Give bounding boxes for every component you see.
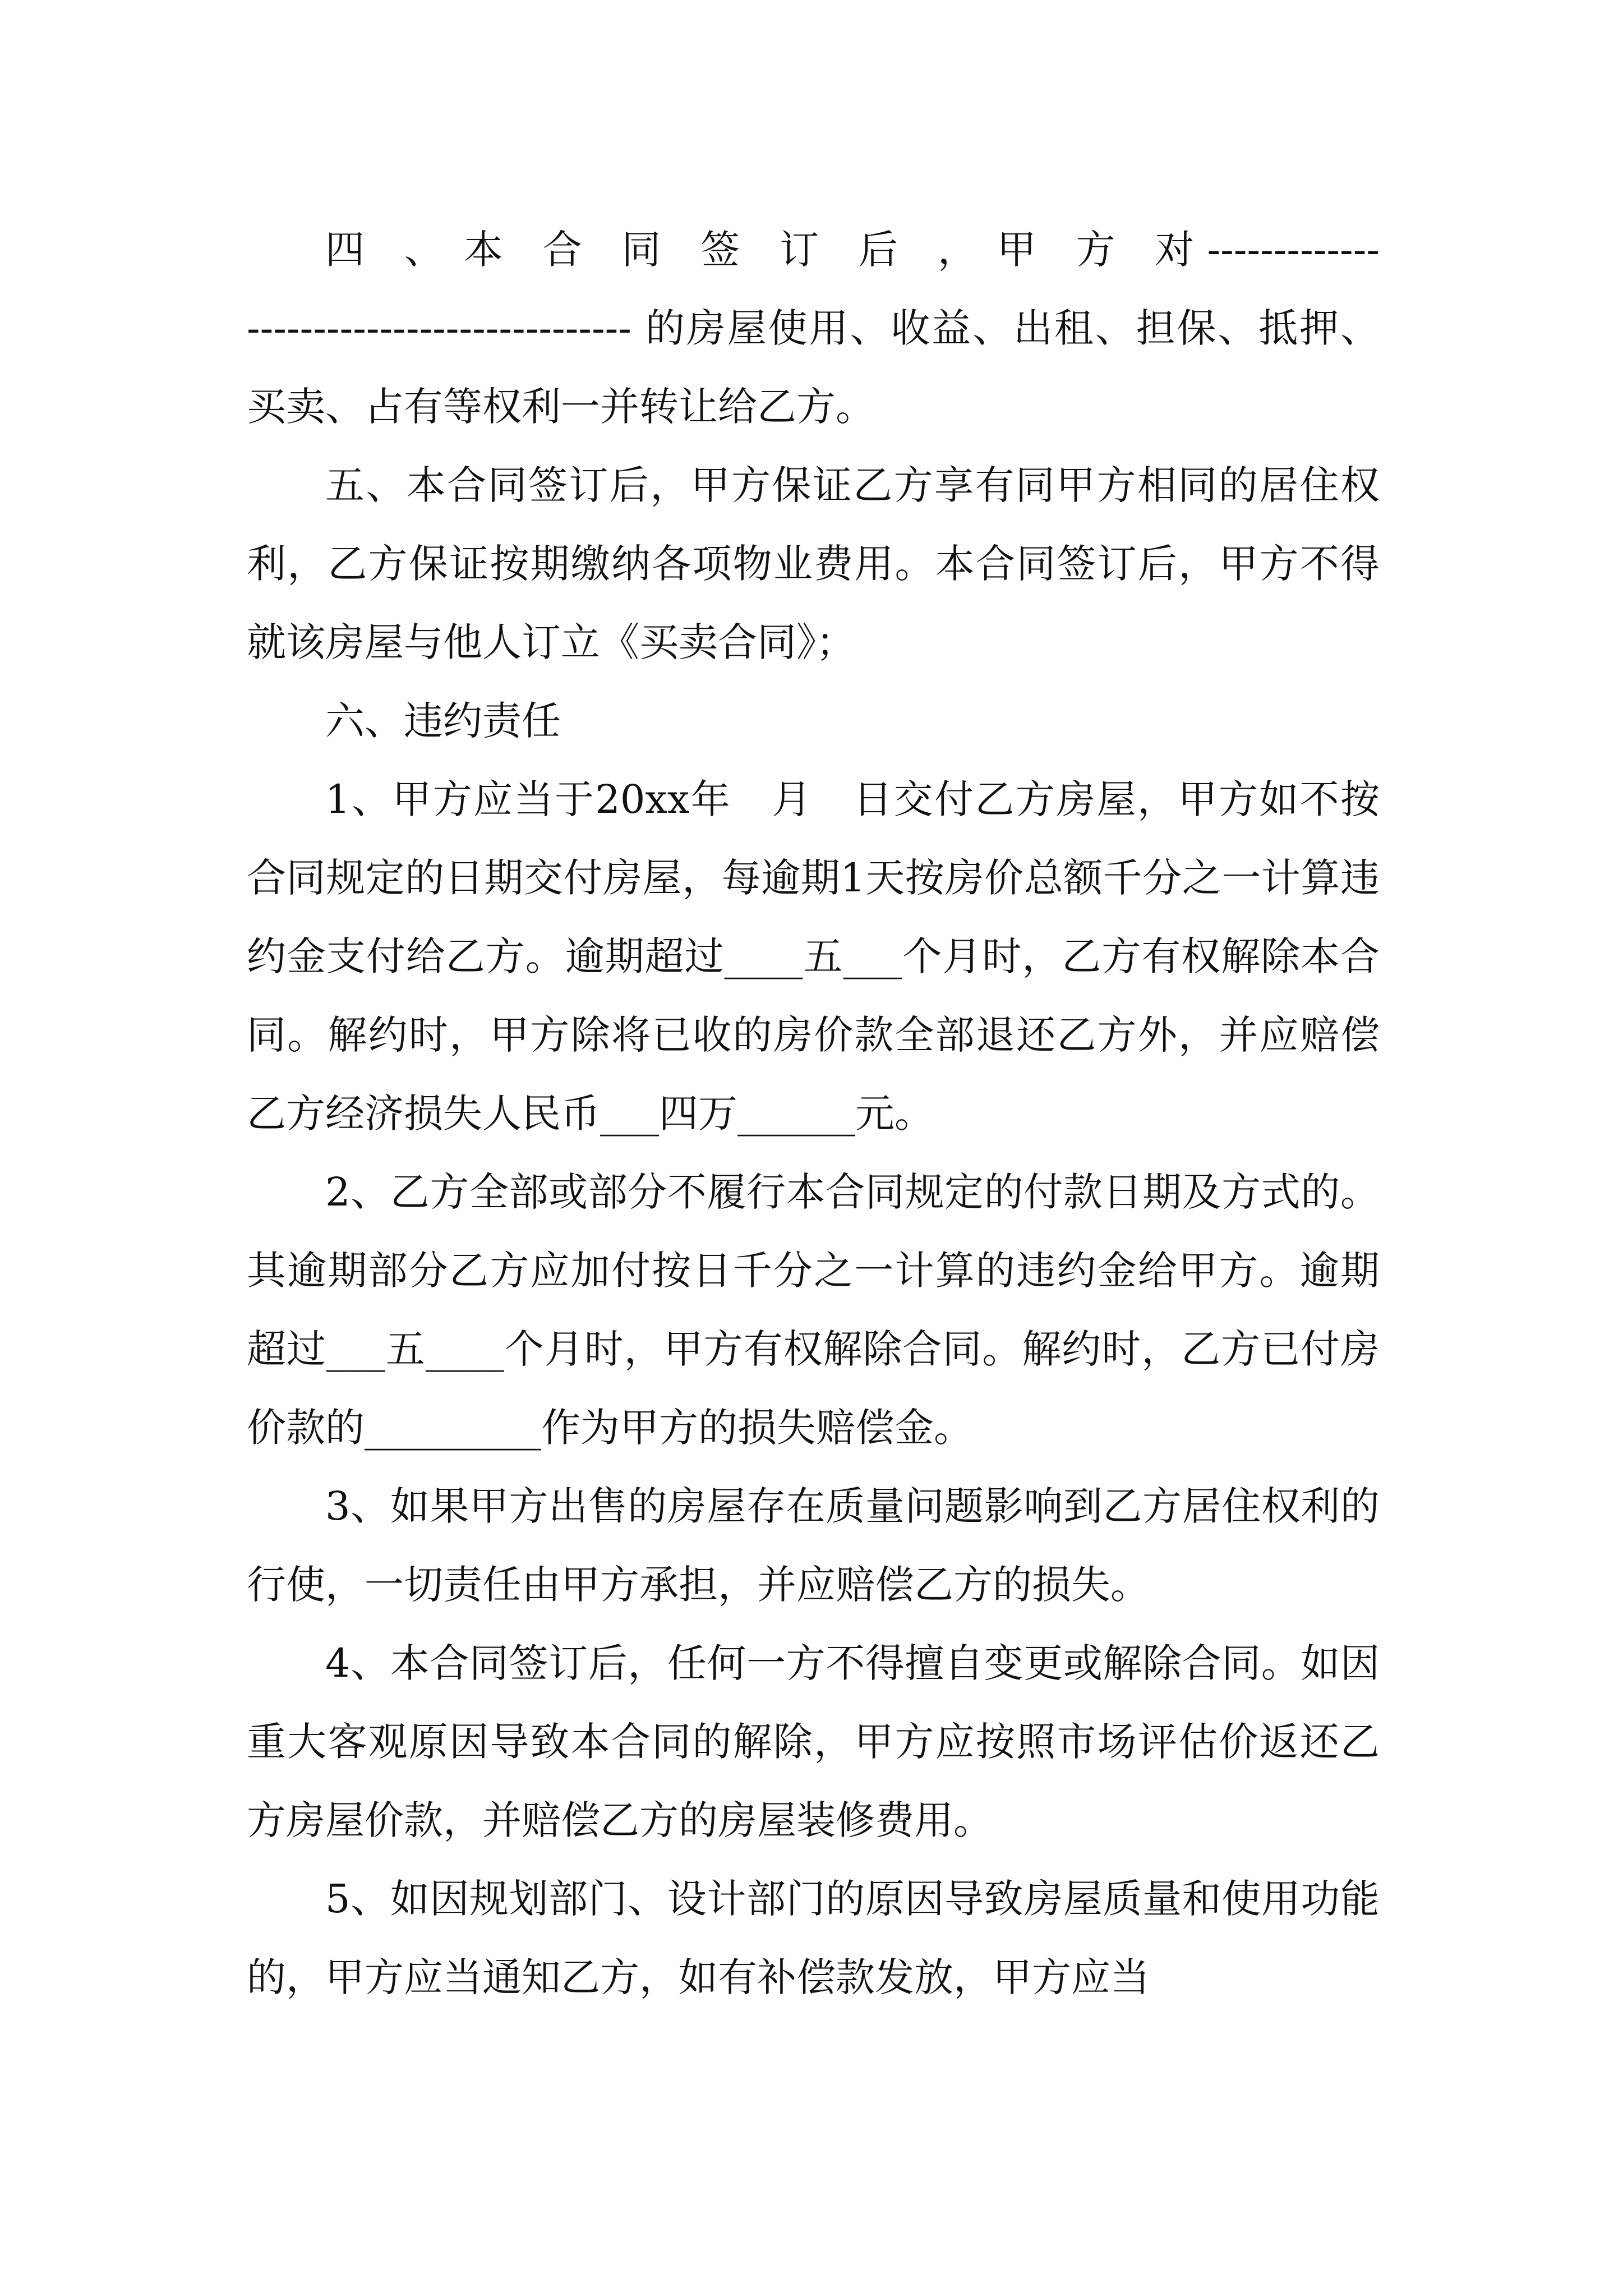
clause-5-paragraph: 五、本合同签订后，甲方保证乙方享有同甲方相同的居住权利，乙方保证按期缴纳各项物业费用。本合同签订后，甲方不得就该房屋与他人订立《买卖合同》； xyxy=(247,462,1380,665)
breach-item-2: 2、乙方全部或部分不履行本合同规定的付款日期及方式的。其逾期部分乙方应加付按日千分之一计算的违约金给甲方。逾期超过___五____个月时，甲方有权解除合同。解约时，乙方已付房价款的_________作为甲方的损失赔偿金。 xyxy=(247,1169,1380,1451)
breach-item-5: 5、如因规划部门、设计部门的原因导致房屋质量和使用功能的，甲方应当通知乙方，如有补偿款发放，甲方应当 xyxy=(247,1876,1380,2000)
clause-6-heading: 六、违约责任 xyxy=(325,698,561,744)
breach-item-1: 1、甲方应当于20xx年 月 日交付乙方房屋，甲方如不按合同规定的日期交付房屋，每逾期1天按房价总额千分之一计算违约金支付给乙方。逾期超过____五___个月时，乙方有权解除本合同。解约时，甲方除将已收的房价款全部退还乙方外，并应赔偿乙方经济损失人民币___四万______元。 xyxy=(247,776,1380,1137)
clause-4-paragraph: 四 、 本 合 同 签 订 后 ， 甲 方 对 ------------------------------------------ 的房屋使用、收益、出租、担保、抵押、买卖、占有等权利一并转让给乙方。 xyxy=(247,227,1380,430)
breach-item-4: 4、本合同签订后，任何一方不得擅自变更或解除合同。如因重大客观原因导致本合同的解除，甲方应按照市场评估价返还乙方房屋价款，并赔偿乙方的房屋装修费用。 xyxy=(247,1640,1380,1843)
document-body xyxy=(247,210,1380,2017)
breach-item-3: 3、如果甲方出售的房屋存在质量问题影响到乙方居住权利的行使，一切责任由甲方承担，并应赔偿乙方的损失。 xyxy=(247,1483,1380,1608)
